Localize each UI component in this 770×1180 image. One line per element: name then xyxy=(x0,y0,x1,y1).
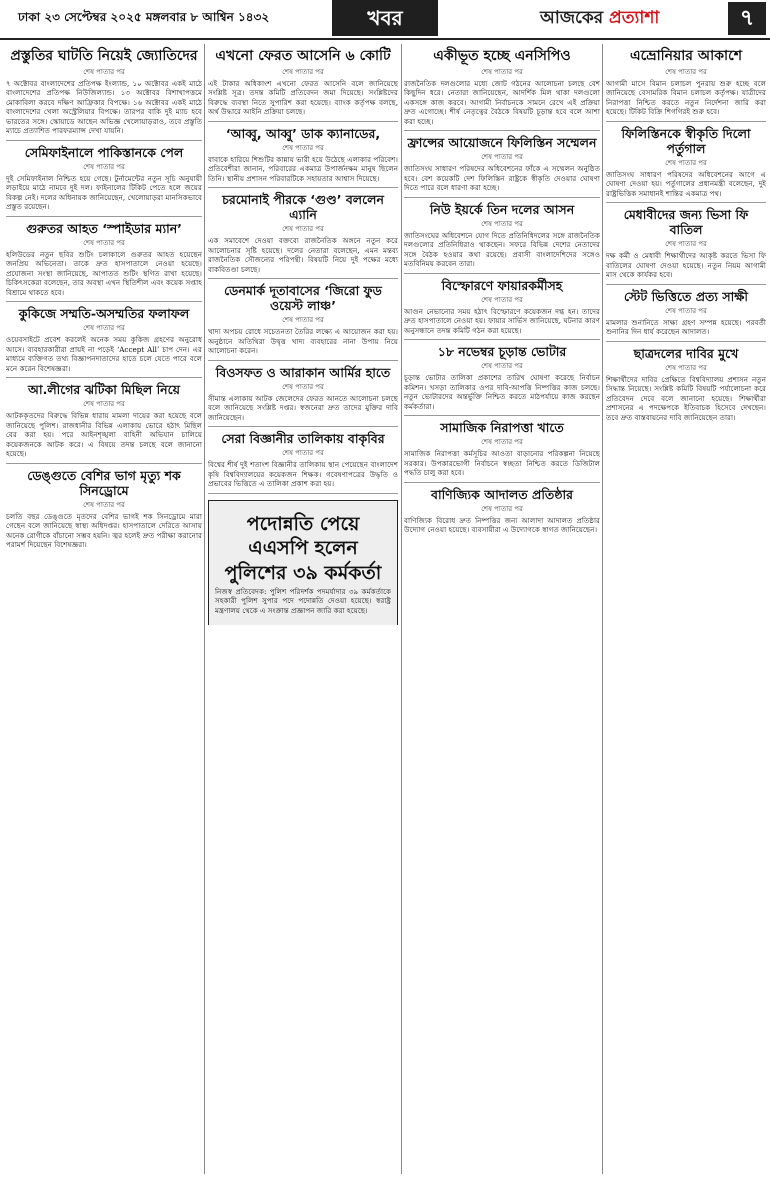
story-headline[interactable]: ডেনমার্ক দূতাবাসের ‘জিরো ফুড ওয়েস্ট লাঞ্চ’ xyxy=(224,283,382,314)
story-headline[interactable]: ফিলিস্তিনকে স্বীকৃতি দিলো পর্তুগাল xyxy=(621,125,751,156)
continued-label: শেষ পাতার পর xyxy=(481,438,523,447)
story-body: বাণিজ্যিক বিরোধ দ্রুত নিষ্পত্তির জন্য আলাদা আদালত প্রতিষ্ঠার উদ্যোগ নেওয়া হয়েছে। ব্যবসায়ীরা এ উদ্যোগকে স্বাগত জানিয়েছেন। xyxy=(404,515,600,535)
news-story xyxy=(6,44,202,141)
story-body: ওয়েবসাইটে প্রবেশ করলেই অনেক সময় কুকিজ গ্রহণের অনুরোধ আসে। ব্যবহারকারীরা প্রায়ই না পড়েই ‘Accept All’ চাপ দেন। এর মাধ্যমে ব্যক্তিগত তথ্য বিজ্ঞাপনদাতাদের হাতে চলে যেতে পারে বলে মনে করেন বিশেষজ্ঞরা। xyxy=(6,335,202,373)
story-headline[interactable]: কুকিজে সম্মতি-অসম্মতির ফলাফল xyxy=(18,306,190,322)
news-story xyxy=(208,188,398,279)
column-divider xyxy=(602,44,603,1174)
story-body: বিশ্বের শীর্ষ দুই শতাংশ বিজ্ঞানীর তালিকায় স্থান পেয়েছেন বাংলাদেশ কৃষি বিশ্ববিদ্যালয়ের কয়েকজন শিক্ষক। গবেষণাপত্রের উদ্ধৃতি ও প্রভাবের ভিত্তিতে এ তালিকা প্রকাশ করা হয়। xyxy=(208,460,398,489)
continued-label: শেষ পাতার পর xyxy=(665,67,707,76)
story-headline[interactable]: চরমোনাই পীরকে ‘গুণ্ড’ বললেন এ্যানি xyxy=(222,192,384,223)
news-story xyxy=(208,500,398,626)
news-story xyxy=(208,122,398,189)
story-headline[interactable]: এখনো ফেরত আসেনি ৬ কোটি xyxy=(215,48,391,64)
story-body: জাতিসংঘ সাধারণ পরিষদের অধিবেশনের আগে এ ঘোষণা দেওয়া হয়। পর্তুগালের প্রধানমন্ত্রী বলেছেন, দুই রাষ্ট্রভিত্তিক সমাধানই শান্তির একমাত্র পথ। xyxy=(606,169,766,198)
story-body: বাবাকে হারিয়ে শিশুটির কান্নায় ভারী হয়ে উঠেছে এলাকার পরিবেশ। প্রতিবেশীরা জানান, পরিবারের একমাত্র উপার্জনক্ষম মানুষ ছিলেন তিনি। স্থানীয় প্রশাসন পরিবারটিকে সহায়তার আশ্বাস দিয়েছে। xyxy=(208,154,398,183)
story-headline[interactable]: স্টেট ভিত্তিতে প্রত্য সাক্ষী xyxy=(623,288,748,304)
story-body: সীমান্ত এলাকায় আটক জেলেদের ফেরত আনতে আলোচনা চলছে বলে জানিয়েছে সংশ্লিষ্ট দপ্তর। স্বজনেরা দ্রুত তাদের মুক্তির দাবি জানিয়েছেন। xyxy=(208,393,398,422)
continued-label: শেষ পাতার পর xyxy=(282,316,324,325)
continued-label: শেষ পাতার পর xyxy=(83,500,125,509)
news-story xyxy=(404,416,600,483)
column-divider xyxy=(401,44,402,1174)
story-headline[interactable]: ডেঙ্গুতে বেশির ভাগ মৃত্যু শক সিনড্রোমে xyxy=(27,467,181,498)
news-story xyxy=(6,302,202,378)
story-body: আগুন নেভানোর সময় হঠাৎ বিস্ফোরণে কয়েকজন দগ্ধ হন। তাদের দ্রুত হাসপাতালে নেওয়া হয়। ফায়ার সার্ভিস জানিয়েছে, ঘটনার কারণ অনুসন্ধানে তদন্ত কমিটি গঠন করা হয়েছে। xyxy=(404,306,600,335)
story-headline[interactable]: এভ্রোনিয়ার আকাশে xyxy=(630,48,742,64)
story-body: খাদ্য অপচয় রোধে সচেতনতা তৈরির লক্ষ্যে এ আয়োজন করা হয়। অনুষ্ঠানে অতিথিরা উদ্বৃত্ত খাদ্য ব্যবহারের নানা উপায় নিয়ে আলোচনা করেন। xyxy=(208,327,398,356)
continued-label: শেষ পাতার পর xyxy=(481,153,523,162)
news-story xyxy=(208,427,398,494)
story-headline[interactable]: পদোন্নতি পেয়ে এএসপি হলেন পুলিশের ৩৯ কর্মকর্তা xyxy=(224,512,382,585)
news-story xyxy=(404,131,600,198)
continued-label: শেষ পাতার পর xyxy=(665,306,707,315)
story-headline[interactable]: একীভূত হচ্ছে এনসিপিও xyxy=(433,48,571,64)
continued-label: শেষ পাতার পর xyxy=(83,400,125,409)
continued-label: শেষ পাতার পর xyxy=(481,362,523,371)
story-body: আগামী মাসে বিমান চলাচল পুনরায় শুরু হচ্ছে বলে জানিয়েছে বেসামরিক বিমান চলাচল কর্তৃপক্ষ। যাত্রীদের নিরাপত্তা নিশ্চিত করতে নতুন নির্দেশনা জারি করা হয়েছে। টিকিট বিক্রি শিগগিরই শুরু হবে। xyxy=(606,78,766,117)
story-headline[interactable]: বাণিজ্যিক আদালত প্রতিষ্ঠার xyxy=(431,486,573,502)
section-title: খবর xyxy=(332,0,438,36)
story-headline[interactable]: ফ্রান্সের আয়োজনে ফিলিস্তিন সম্মেলন xyxy=(407,135,597,151)
newspaper-logo xyxy=(540,5,659,33)
continued-label: শেষ পাতার পর xyxy=(83,324,125,333)
logo-prefix: আজকের xyxy=(540,8,604,28)
story-body: চূড়ান্ত ভোটার তালিকা প্রকাশের তারিখ ঘোষণা করেছে নির্বাচন কমিশন। খসড়া তালিকার ওপর দাবি-আপত্তি নিষ্পত্তির কাজ চলছে। নতুন ভোটারদের অন্তর্ভুক্তি নিশ্চিত করতে মাঠপর্যায়ে কাজ করছেন কর্মকর্তারা। xyxy=(404,373,600,411)
story-body: আটককৃতদের বিরুদ্ধে বিভিন্ন ধারায় মামলা দায়ের করা হয়েছে বলে জানিয়েছে পুলিশ। রাজধানীর বিভিন্ন এলাকায় ভোরে হঠাৎ মিছিল বের করা হয়। পরে আইনশৃঙ্খলা বাহিনী অভিযান চালিয়ে কয়েকজনকে আটক করে। এ বিষয়ে তদন্ত চলছে বলে জানানো হয়েছে। xyxy=(6,411,202,459)
continued-label: শেষ পাতার পর xyxy=(83,238,125,247)
news-story xyxy=(404,483,600,539)
news-story xyxy=(6,378,202,464)
story-headline[interactable]: মেধাবীদের জন্য ভিসা ফি বাতিল xyxy=(623,207,749,238)
story-body: দক্ষ কর্মী ও মেধাবী শিক্ষার্থীদের আকৃষ্ট করতে ভিসা ফি বাতিলের ঘোষণা দেওয়া হয়েছে। নতুন নিয়ম আগামী মাস থেকে কার্যকর হবে। xyxy=(606,251,766,280)
story-body: এক সমাবেশে দেওয়া বক্তব্যে রাজনৈতিক অঙ্গনে নতুন করে আলোচনার সৃষ্টি হয়েছে। দলের নেতারা বলেছেন, এমন মন্তব্য রাজনৈতিক সৌজন্যের পরিপন্থী। বিষয়টি নিয়ে দুই পক্ষের মধ্যে বাকবিতণ্ডা চলছে। xyxy=(208,236,398,274)
continued-label: শেষ পাতার পর xyxy=(282,382,324,391)
story-body: সামাজিক নিরাপত্তা কর্মসূচির আওতা বাড়ানোর পরিকল্পনা নিয়েছে সরকার। উপকারভোগী নির্বাচনে স্বচ্ছতা নিশ্চিত করতে ডিজিটাল পদ্ধতি চালু করা হবে। xyxy=(404,449,600,478)
story-body: দুই সেমিফাইনাল নিশ্চিত হয়ে গেছে। টুর্নামেন্টের নতুন সূচি অনুযায়ী লড়াইয়ে মাঠে নামবে দুই দল। ফাইনালের টিকিট পেতে হলে জয়ের বিকল্প নেই। দলের অধিনায়ক জানিয়েছেন, খেলোয়াড়রা মানসিকভাবে প্রস্তুত রয়েছেন। xyxy=(6,173,202,212)
continued-label: শেষ পাতার পর xyxy=(481,219,523,228)
logo-name: প্রত্যাশা xyxy=(609,8,660,28)
news-story xyxy=(606,44,766,122)
news-story xyxy=(606,285,766,342)
story-body: নিজস্ব প্রতিবেদক: পুলিশ পরিদর্শক পদমর্যাদার ৩৯ কর্মকর্তাকে সহকারী পুলিশ সুপার পদে পদোন্নতি দেওয়া হয়েছে। স্বরাষ্ট্র মন্ত্রণালয় থেকে এ সংক্রান্ত প্রজ্ঞাপন জারি করা হয়েছে। xyxy=(215,586,391,615)
story-headline[interactable]: বিওসফত ও আরাকান আর্মির হাতে xyxy=(215,364,391,380)
news-story xyxy=(208,279,398,361)
continued-label: শেষ পাতার পর xyxy=(282,67,324,76)
column-2 xyxy=(208,44,398,1174)
news-story xyxy=(606,122,766,204)
story-headline[interactable]: ছাত্রদলের দাবির মুখে xyxy=(633,345,739,361)
story-headline[interactable]: সেমিফাইনালে পাকিস্তানকে পেল xyxy=(24,144,184,160)
news-story xyxy=(404,198,600,274)
story-headline[interactable]: আ.লীগের ঝটিকা মিছিল নিয়ে xyxy=(28,382,180,398)
continued-label: শেষ পাতার পর xyxy=(481,504,523,513)
continued-label: শেষ পাতার পর xyxy=(282,143,324,152)
story-body: হলিউডের নতুন ছবির শুটিং চলাকালে গুরুতর আহত হয়েছেন জনপ্রিয় অভিনেতা। তাকে দ্রুত হাসপাতালে নেওয়া হয়েছে। প্রযোজনা সংস্থা জানিয়েছে, আপাতত শুটিং স্থগিত রাখা হয়েছে। চিকিৎসকেরা বলেছেন, তার অবস্থা এখন স্থিতিশীল এবং কয়েক সপ্তাহ বিশ্রামে থাকতে হবে। xyxy=(6,249,202,297)
story-body: জাতিসংঘ সাধারণ পরিষদের অধিবেশনের ফাঁকে এ সম্মেলন অনুষ্ঠিত হবে। বেশ কয়েকটি দেশ ফিলিস্তিন রাষ্ট্রকে স্বীকৃতি দেওয়ার ঘোষণা দিতে পারে বলে ধারণা করা হচ্ছে। xyxy=(404,164,600,193)
story-body: এই টাকার অধিকাংশ এখনো ফেরত আসেনি বলে জানিয়েছে সংশ্লিষ্ট সূত্র। তদন্ত কমিটি প্রতিবেদন জমা দিয়েছে। সংশ্লিষ্টদের বিরুদ্ধে ব্যবস্থা নিতে সুপারিশ করা হয়েছে। ব্যাংক কর্তৃপক্ষ বলছে, অর্থ উদ্ধারে আইনি প্রক্রিয়া চলছে। xyxy=(208,78,398,117)
continued-label: শেষ পাতার পর xyxy=(481,295,523,304)
story-body: ৭ অক্টোবর বাংলাদেশের প্রতিপক্ষ ইংল্যান্ড, ১০ অক্টোবর একই মাঠে বাংলাদেশের প্রতিপক্ষ নিউজিল্যান্ড। ১৩ অক্টোবর বিশাখাপত্তমে মোকাবিলা করবে দক্ষিণ আফ্রিকার বিপক্ষে। ১৬ অক্টোবর একই মাঠে বাংলাদেশের খেলা অস্ট্রেলিয়ার বিপক্ষে। তারপর বাকি দুই ম্যাচ হবে ভারতের সঙ্গে। স্কোয়াডে আছেন অভিজ্ঞ খেলোয়াড়রাও, তবে প্রস্তুতি ম্যাচে প্রত্যাশিত পারফরম্যান্স দেখা যায়নি। xyxy=(6,78,202,136)
continued-label: শেষ পাতার পর xyxy=(665,240,707,249)
story-headline[interactable]: বিস্ফোরণে ফায়ারকর্মীসহ xyxy=(441,277,563,293)
news-story xyxy=(404,340,600,416)
news-story xyxy=(208,361,398,428)
news-story xyxy=(6,464,202,554)
news-story xyxy=(606,342,766,427)
story-body: মামলার শুনানিতে সাক্ষ্য গ্রহণ সম্পন্ন হয়েছে। পরবর্তী শুনানির দিন ধার্য করেছেন আদালত। xyxy=(606,317,766,337)
story-body: রাজনৈতিক দলগুলোর মধ্যে জোট গঠনের আলোচনা চলছে বেশ কিছুদিন ধরে। নেতারা জানিয়েছেন, আদর্শিক মিল থাকা দলগুলো একসঙ্গে কাজ করবে। আগামী নির্বাচনকে সামনে রেখে এই প্রক্রিয়া দ্রুত এগোচ্ছে। শীর্ষ নেতৃত্বের বৈঠকে বিষয়টি চূড়ান্ত হবে বলে আশা করা হচ্ছে। xyxy=(404,78,600,126)
page-number: ৭ xyxy=(728,2,766,35)
continued-label: শেষ পাতার পর xyxy=(282,449,324,458)
column-divider xyxy=(204,44,205,1174)
news-story xyxy=(606,203,766,285)
column-4 xyxy=(606,44,766,1174)
continued-label: শেষ পাতার পর xyxy=(83,162,125,171)
continued-label: শেষ পাতার পর xyxy=(481,67,523,76)
story-body: শিক্ষার্থীদের দাবির প্রেক্ষিতে বিশ্ববিদ্যালয় প্রশাসন নতুন সিদ্ধান্ত নিয়েছে। সংশ্লিষ্ট কমিটি বিষয়টি পর্যালোচনা করে প্রতিবেদন দেবে বলে জানানো হয়েছে। শিক্ষার্থীরা প্রশাসনের এ পদক্ষেপকে ইতিবাচক হিসেবে দেখছেন। তবে দ্রুত বাস্তবায়নের দাবি জানিয়েছেন তারা। xyxy=(606,374,766,422)
story-headline[interactable]: ‘আব্বু, আব্বু’ ডাক ক্যানাডের, xyxy=(225,125,381,141)
story-headline[interactable]: ১৮ নভেম্বর চূড়ান্ত ভোটার xyxy=(437,344,567,360)
continued-label: শেষ পাতার পর xyxy=(665,363,707,372)
edition-date: ঢাকা ২৩ সেপ্টেম্বর ২০২৫ মঙ্গলবার ৮ আশ্বিন ১৪৩২ xyxy=(18,10,270,24)
story-body: চলতি বছর ডেঙ্গুতে মৃতদের বেশির ভাগই শক সিনড্রোমে মারা গেছেন বলে জানিয়েছে স্বাস্থ্য অধিদপ্তর। হাসপাতালে দেরিতে আসায় অনেক রোগীকে বাঁচানো সম্ভব হয়নি। জ্বর হলেই দ্রুত পরীক্ষা করানোর পরামর্শ দিয়েছেন বিশেষজ্ঞরা। xyxy=(6,511,202,550)
story-headline[interactable]: গুরুতর আহত ‘স্পাইডার ম্যান’ xyxy=(26,220,182,236)
column-3 xyxy=(404,44,600,1174)
story-headline[interactable]: প্রস্তুতির ঘাটতি নিয়েই জ্যোতিদের xyxy=(10,48,198,64)
masthead xyxy=(0,0,770,40)
news-story xyxy=(404,44,600,131)
story-body: জাতিসংঘের অধিবেশনে যোগ দিতে প্রতিনিধিদলের সঙ্গে রাজনৈতিক দলগুলোর প্রতিনিধিরাও থাকছেন। সফরে বিভিন্ন দেশের নেতাদের সঙ্গে বৈঠক হওয়ার কথা রয়েছে। প্রবাসী বাংলাদেশিদের সঙ্গেও মতবিনিময় করবেন তারা। xyxy=(404,230,600,269)
continued-label: শেষ পাতার পর xyxy=(83,67,125,76)
news-story xyxy=(208,44,398,122)
story-headline[interactable]: সেরা বিজ্ঞানীর তালিকায় বাকৃবির xyxy=(221,431,385,447)
column-1 xyxy=(6,44,202,1174)
news-story xyxy=(6,217,202,303)
news-story xyxy=(6,141,202,217)
news-story xyxy=(404,274,600,341)
story-headline[interactable]: সামাজিক নিরাপত্তা খাতে xyxy=(440,420,564,436)
story-headline[interactable]: নিউ ইয়র্কে তিন দলের আসন xyxy=(429,201,575,217)
continued-label: শেষ পাতার পর xyxy=(665,158,707,167)
continued-label: শেষ পাতার পর xyxy=(282,225,324,234)
